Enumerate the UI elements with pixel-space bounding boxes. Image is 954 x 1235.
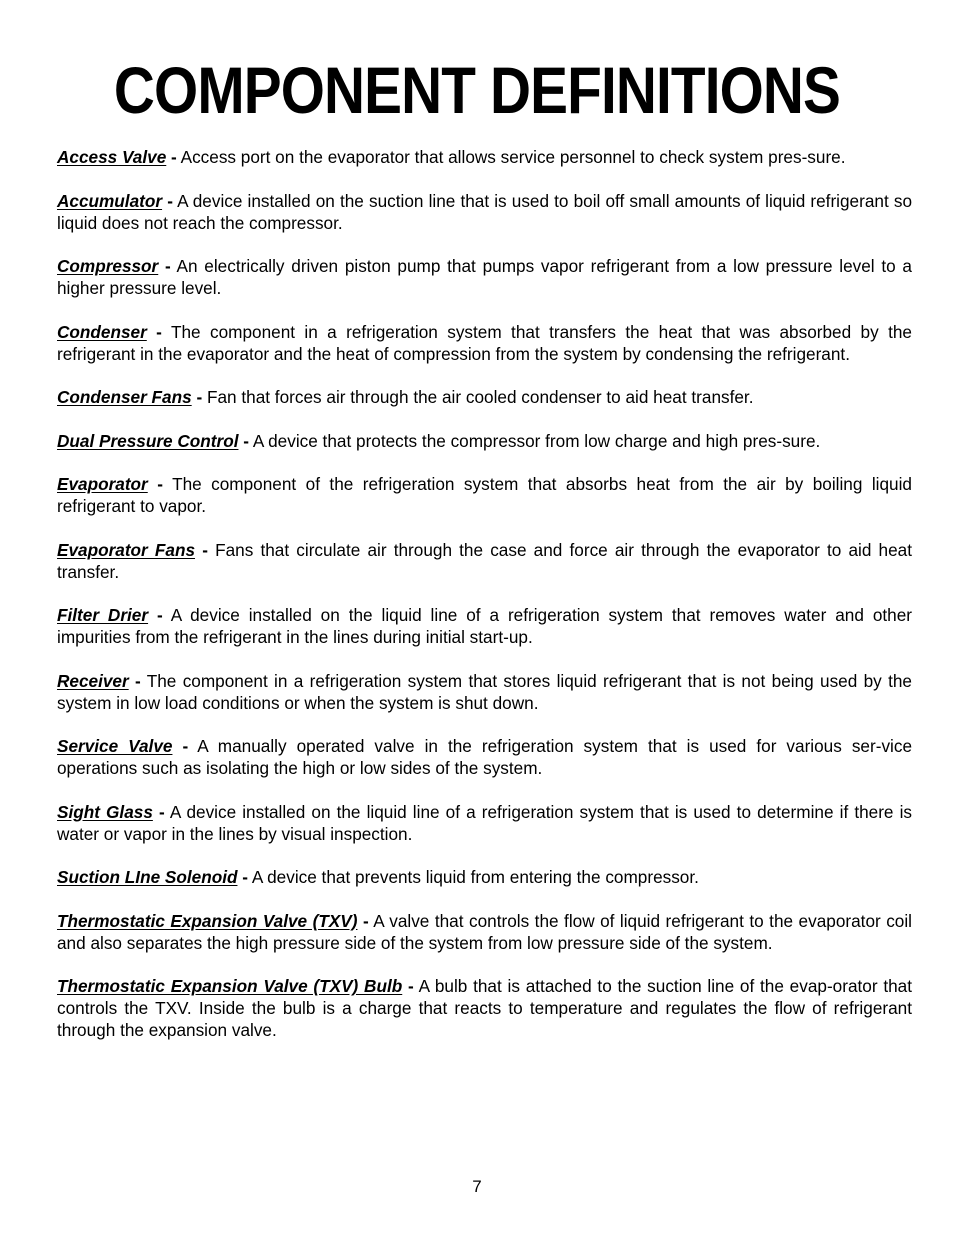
definition-evaporator	[57, 473, 912, 517]
separator: -	[167, 190, 173, 211]
separator: -	[135, 670, 141, 691]
separator: -	[243, 430, 249, 451]
term: Accumulator	[57, 190, 163, 211]
term: Compressor	[57, 256, 159, 276]
separator: -	[156, 321, 162, 342]
definition-text: A bulb that is attached to the suction line of the evap-orator that controls the TXV. Inside the bulb is a charge that reacts to temperature and regulates the flow of refrigerant through the expansion valve.	[57, 976, 912, 1040]
definition-text: A device that protects the compressor from low charge and high pres-sure.	[252, 430, 821, 451]
separator: -	[196, 387, 203, 407]
separator: -	[171, 147, 177, 167]
separator: -	[182, 736, 189, 756]
term: Condenser	[57, 321, 147, 342]
term: Evaporator Fans	[57, 539, 196, 560]
definition-access-valve	[57, 146, 912, 168]
term: Condenser Fans	[57, 387, 192, 407]
page-number: 7	[472, 1177, 482, 1196]
term: Suction LIne Solenoid	[57, 867, 238, 887]
separator: -	[156, 605, 163, 625]
definition-service-valve	[57, 735, 912, 779]
definition-text: A device installed on the liquid line of a refrigeration system that removes water and other impurities from the refrigerant in the lines during initial start-up.	[57, 605, 913, 647]
term: Dual Pressure Control	[57, 430, 239, 451]
definition-text: A device installed on the liquid line of a refrigeration system that is used to determine if there is water or vapor in the lines by visual inspection.	[57, 801, 912, 844]
term: Filter Drier	[57, 605, 149, 625]
definition-receiver	[57, 670, 912, 714]
term: Receiver	[57, 670, 129, 691]
definition-suction-line-solenoid	[57, 866, 912, 888]
definition-text: The component in a refrigeration system that transfers the heat that was absorbed by the refrigerant in the evaporator and the heat of compression from the system by condensing the refrigerant.	[57, 321, 912, 364]
separator: -	[242, 867, 248, 887]
definition-condenser-fans	[57, 386, 912, 408]
term: Thermostatic Expansion Valve (TXV)	[57, 910, 358, 931]
term: Thermostatic Expansion Valve (TXV) Bulb	[57, 976, 403, 996]
definition-txv	[57, 910, 912, 954]
definition-list	[57, 146, 912, 1063]
separator: -	[362, 910, 369, 931]
definition-txv-bulb	[57, 975, 912, 1041]
separator: -	[202, 539, 208, 560]
separator: -	[165, 256, 171, 276]
definition-text: A valve that controls the flow of liquid refrigerant to the evaporator coil and also separates the high pressure side of the system from low pressure side of the system.	[57, 910, 912, 953]
definition-text: Fans that circulate air through the case and force air through the evaporator to aid heat transfer.	[57, 539, 913, 582]
page-title: COMPONENT DEFINITIONS	[113, 53, 841, 127]
definition-text: A device installed on the suction line that is used to boil off small amounts of liquid refrigerant so liquid does not reach the compressor.	[57, 190, 913, 233]
definition-condenser	[57, 321, 912, 365]
definition-filter-drier	[57, 604, 912, 648]
definition-text: Access port on the evaporator that allows service personnel to check system pres-sure.	[180, 147, 846, 167]
definition-text: An electrically driven piston pump that pumps vapor refrigerant from a low pressure level to a higher pressure level.	[57, 256, 912, 298]
definition-dual-pressure-control	[57, 430, 912, 452]
definition-accumulator	[57, 190, 912, 234]
term: Evaporator	[57, 474, 148, 494]
definition-text: The component in a refrigeration system that stores liquid refrigerant that is not being used by the system in low load conditions or when the system is shut down.	[57, 670, 912, 713]
separator: -	[157, 474, 163, 494]
term: Access Valve	[57, 147, 167, 167]
definition-compressor	[57, 255, 912, 299]
definition-text: Fan that forces air through the air cooled condenser to aid heat transfer.	[206, 387, 754, 407]
definition-text: The component of the refrigeration system that absorbs heat from the air by boiling liquid refrigerant to vapor.	[57, 474, 912, 516]
separator: -	[408, 976, 414, 996]
definition-text: A device that prevents liquid from entering the compressor.	[251, 867, 699, 887]
definition-sight-glass	[57, 801, 912, 845]
term: Sight Glass	[57, 801, 153, 822]
separator: -	[158, 801, 165, 822]
definition-text: A manually operated valve in the refrigeration system that is used for various ser-vice operations such as isolating the high or low sides of the system.	[57, 736, 913, 778]
definition-evaporator-fans	[57, 539, 912, 583]
term: Service Valve	[57, 736, 173, 756]
